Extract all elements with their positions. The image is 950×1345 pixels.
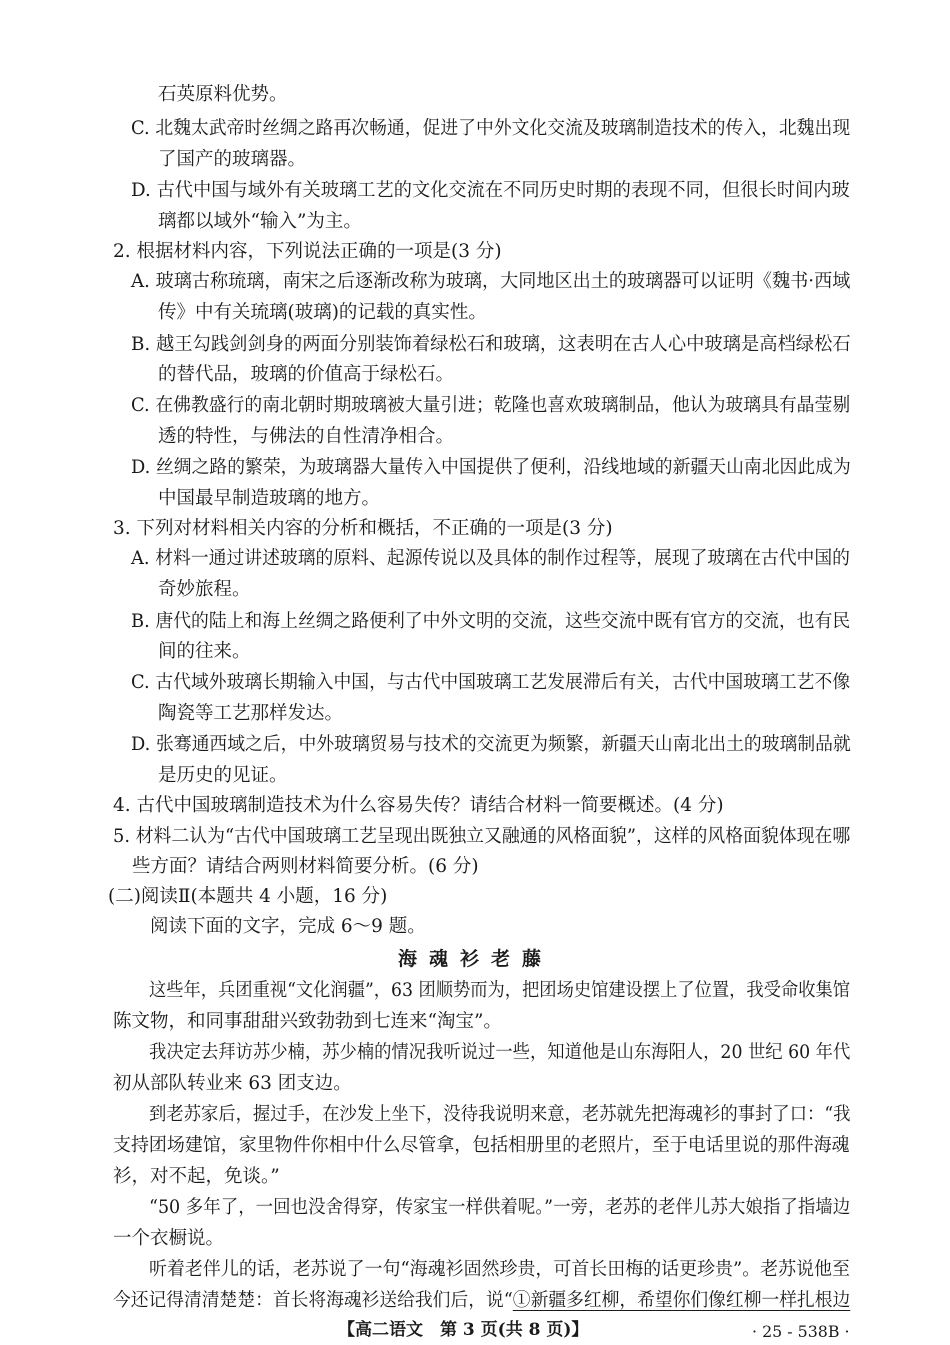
text-line: 是历史的见证。 [158,765,288,786]
q3-option-d: D. 张骞通西域之后，中外玻璃贸易与技术的交流更为频繁，新疆天山南北出土的玻璃制品就 [131,734,851,755]
exam-code: · 25 - 538B · [752,1322,850,1341]
question-5: 5. 材料二认为“古代中国玻璃工艺呈现出既独立又融通的风格面貌”，这样的风格面貌体现在哪 [113,826,851,847]
paragraph-line: 衫，对不起，免谈。” [113,1166,280,1187]
q2-option-a: A. 玻璃古称琉璃，南宋之后逐渐改称为玻璃，大同地区出土的玻璃器可以证明《魏书·西域 [131,271,851,292]
underlined-text: ①新疆多红柳，希望你们像红柳一样扎根边 [512,1290,851,1311]
option-d-line: D. 古代中国与域外有关玻璃工艺的文化交流在不同历史时期的表现不同，但很长时间内玻 [131,180,850,201]
text-line: 石英原料优势。 [158,84,288,105]
paragraph-line: “50 多年了，一回也没舍得穿，传家宝一样供着呢。”一旁，老苏的老伴儿苏大娘指了指墙边 [149,1197,851,1218]
paragraph-line: 这些年，兵团重视“文化润疆”，63 团顺势而为，把团场史馆建设摆上了位置，我受命收集馆 [149,980,851,1001]
page-footer: 【高二语文 第 3 页(共 8 页)】 [338,1320,589,1340]
text-line: 间的往来。 [158,641,251,662]
text-line: 中国最早制造玻璃的地方。 [158,488,381,509]
q3-option-a: A. 材料一通过讲述玻璃的原料、起源传说以及具体的制作过程等，展现了玻璃在古代中国的 [131,548,850,569]
q2-option-c: C. 在佛教盛行的南北朝时期玻璃被大量引进；乾隆也喜欢玻璃制品，他认为玻璃具有晶莹剔 [131,395,851,416]
q3-option-b: B. 唐代的陆上和海上丝绸之路便利了中外文明的交流，这些交流中既有官方的交流，也有民 [131,611,851,632]
question-3: 3. 下列对材料相关内容的分析和概括，不正确的一项是(3 分) [113,518,613,539]
text-line: 传》中有关琉璃(玻璃)的记载的真实性。 [158,302,487,323]
text-line: 了国产的玻璃器。 [158,149,307,170]
paragraph-text: 今还记得清清楚楚：首长将海魂衫送给我们后，说“ [113,1290,513,1311]
text-line: 的替代品，玻璃的价值高于绿松石。 [158,364,455,385]
paragraph-line: 听着老伴儿的话，老苏说了一句“海魂衫固然珍贵，可首长田梅的话更珍贵”。老苏说他至 [149,1259,850,1280]
text-line: 透的特性，与佛法的自性清净相合。 [158,426,455,447]
instruction: 阅读下面的文字，完成 6～9 题。 [150,916,426,937]
option-c-line: C. 北魏太武帝时丝绸之路再次畅通，促进了中外文化交流及玻璃制造技术的传入，北魏出现 [131,118,851,139]
text-line: 些方面？请结合两则材料简要分析。(6 分) [132,856,479,877]
paragraph-line [113,1292,850,1311]
q3-option-c: C. 古代域外玻璃长期输入中国，与古代中国玻璃工艺发展滞后有关，古代中国玻璃工艺不像 [131,672,851,693]
question-4: 4. 古代中国玻璃制造技术为什么容易失传？请结合材料一简要概述。(4 分) [113,795,724,816]
q2-option-b: B. 越王勾践剑剑身的两面分别装饰着绿松石和玻璃，这表明在古人心中玻璃是高档绿松石 [131,334,851,355]
paragraph-line: 陈文物，和同事甜甜兴致勃勃到七连来“淘宝”。 [113,1011,502,1032]
paragraph-line: 一个衣橱说。 [113,1228,225,1249]
q2-option-d: D. 丝绸之路的繁荣，为玻璃器大量传入中国提供了便利，沿线地域的新疆天山南北因此成为 [131,457,851,478]
text-line: 璃都以域外“输入”为主。 [158,211,362,232]
section-heading: (二)阅读Ⅱ(本题共 4 小题，16 分) [108,886,388,907]
paragraph-line: 我决定去拜访苏少楠，苏少楠的情况我听说过一些，知道他是山东海阳人，20 世纪 60 年代 [149,1042,851,1063]
paragraph-line: 初从部队转业来 63 团支边。 [113,1073,352,1094]
text-line: 奇妙旅程。 [158,579,251,600]
article-title: 海魂衫老藤 [398,948,554,970]
text-line: 陶瓷等工艺那样发达。 [158,703,344,724]
question-2: 2. 根据材料内容，下列说法正确的一项是(3 分) [113,241,502,262]
paragraph-line: 支持团场建馆，家里物件你相中什么尽管拿，包括相册里的老照片，至于电话里说的那件海魂 [113,1135,850,1156]
paragraph-line: 到老苏家后，握过手，在沙发上坐下，没待我说明来意，老苏就先把海魂衫的事封了口：“我 [149,1104,851,1125]
